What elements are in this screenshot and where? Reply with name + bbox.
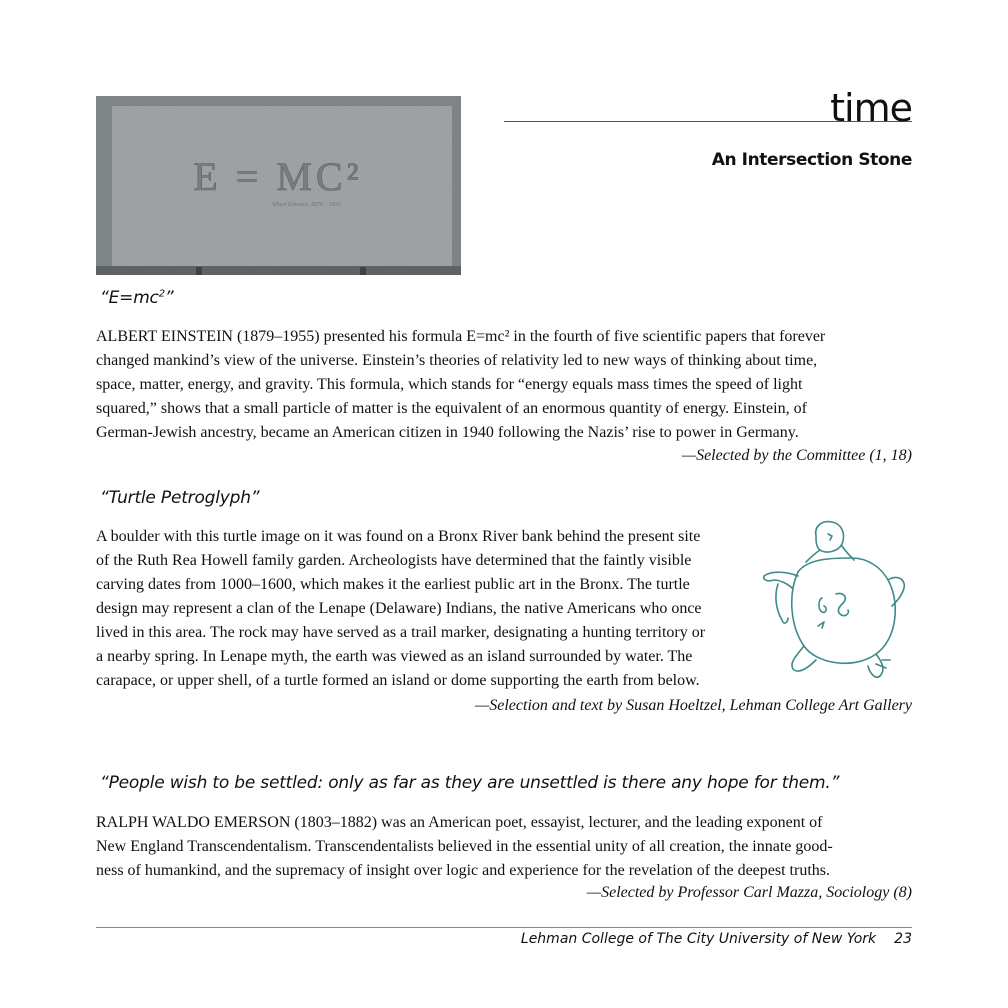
quote-text: “E=mc bbox=[100, 288, 159, 308]
entry-credit-turtle: —Selection and text by Susan Hoeltzel, Lehman College Art Gallery bbox=[475, 697, 912, 714]
body-line: design may represent a clan of the Lenape (Delaware) Indians, the native Americans who once bbox=[96, 600, 702, 617]
quote-close: ” bbox=[164, 288, 174, 308]
entry-credit-emerson: —Selected by Professor Carl Mazza, Sociology (8) bbox=[586, 884, 912, 901]
stone-inscription: E = MC² bbox=[193, 154, 363, 199]
entry-body-turtle bbox=[96, 525, 705, 693]
entry-quote-emerson: “People wish to be settled: only as far as they are unsettled is there any hope for them.” bbox=[100, 773, 840, 793]
stone-photo bbox=[96, 96, 461, 275]
body-line: ness of humankind, and the supremacy of insight over logic and experience for the revelation of the deepest truths. bbox=[96, 862, 830, 879]
body-line: carapace, or upper shell, of a turtle formed an island or dome supporting the earth from below. bbox=[96, 672, 700, 689]
entry-body-emerson bbox=[96, 811, 833, 883]
body-line: squared,” shows that a small particle of matter is the equivalent of an enormous quantity of energy. Einstein, of bbox=[96, 400, 807, 417]
turtle-petroglyph-drawing bbox=[758, 514, 910, 684]
body-line: changed mankind’s view of the universe. Einstein’s theories of relativity led to new ways of thinking about time, bbox=[96, 352, 818, 369]
body-line: A boulder with this turtle image on it was found on a Bronx River bank behind the present site bbox=[96, 528, 701, 545]
body-line: New England Transcendentalism. Transcendentalists believed in the essential unity of all creation, the innate good- bbox=[96, 838, 833, 855]
entry-credit-einstein: —Selected by the Committee (1, 18) bbox=[681, 447, 912, 464]
body-line: space, matter, energy, and gravity. This formula, which stands for “energy equals mass times the speed of light bbox=[96, 376, 803, 393]
body-line: RALPH WALDO EMERSON (1803–1882) was an American poet, essayist, lecturer, and the leading exponent of bbox=[96, 814, 823, 831]
body-line: German-Jewish ancestry, became an American citizen in 1940 following the Nazis’ rise to power in Germany. bbox=[96, 424, 799, 441]
footer-rule bbox=[96, 927, 912, 928]
body-line: ALBERT EINSTEIN (1879–1955) presented his formula E=mc² in the fourth of five scientific papers that forever bbox=[96, 328, 826, 345]
body-line: of the Ruth Rea Howell family garden. Archeologists have determined that the faintly visible bbox=[96, 552, 692, 569]
page-footer bbox=[521, 931, 912, 947]
quote-superscript: 2 bbox=[158, 288, 165, 300]
entry-quote-turtle: “Turtle Petroglyph” bbox=[100, 488, 260, 508]
body-line: lived in this area. The rock may have served as a trail marker, designating a hunting territory or bbox=[96, 624, 706, 641]
page-subtitle: An Intersection Stone bbox=[711, 150, 912, 170]
body-line: a nearby spring. In Lenape myth, the earth was viewed as an island surrounded by water. The bbox=[96, 648, 693, 665]
entry-quote-einstein bbox=[100, 288, 173, 308]
page-number: 23 bbox=[894, 931, 912, 947]
page-title: time bbox=[830, 86, 912, 130]
footer-publication: Lehman College of The City University of New York bbox=[520, 931, 877, 947]
stone-small-line: Albert Einstein, 1879 – 1955 bbox=[271, 202, 341, 208]
body-line: carving dates from 1000–1600, which makes it the earliest public art in the Bronx. The turtle bbox=[96, 576, 690, 593]
entry-body-einstein bbox=[96, 325, 825, 445]
